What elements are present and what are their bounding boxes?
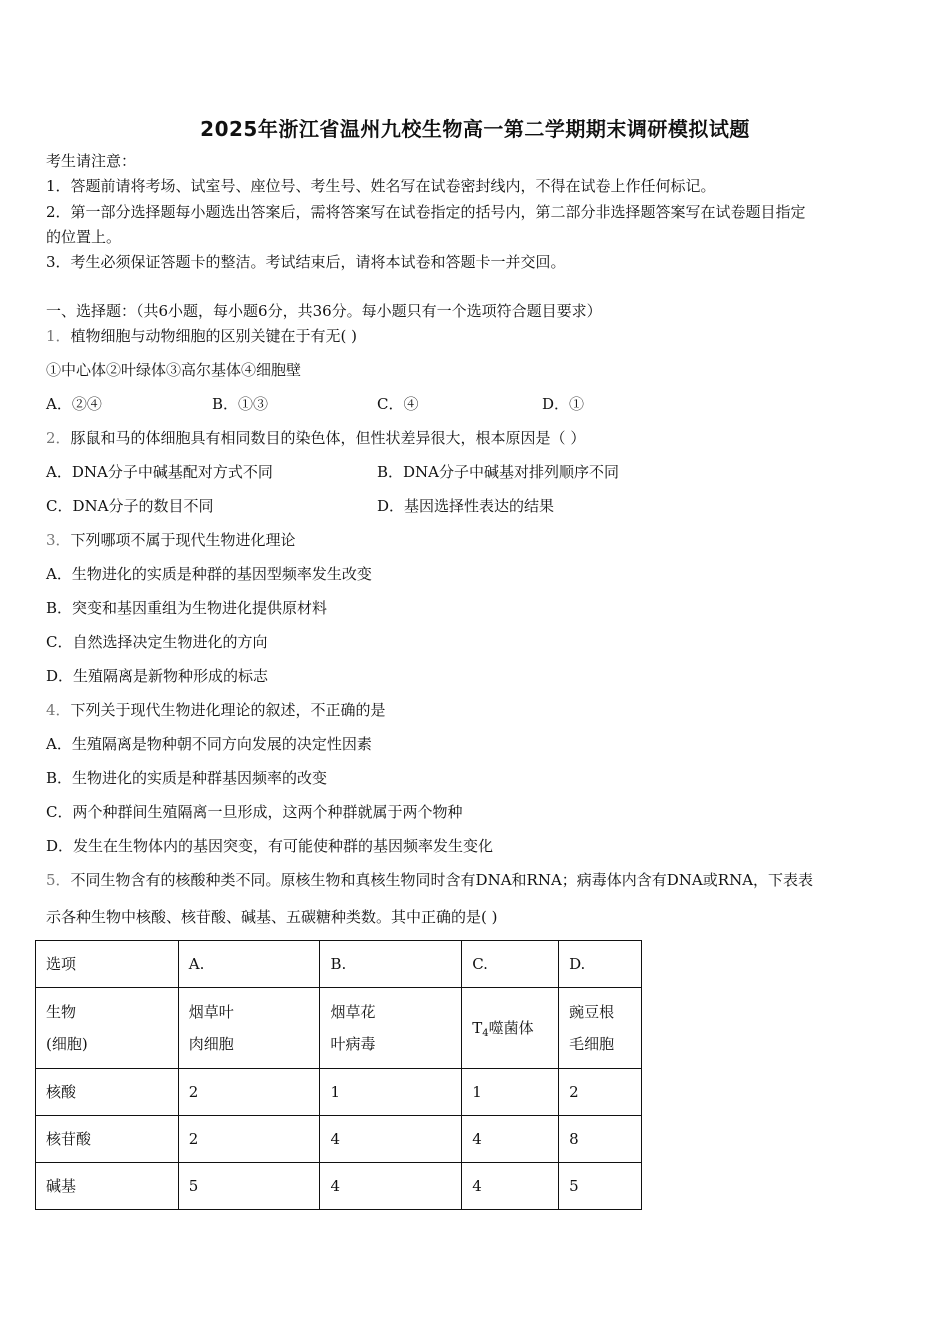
table-row (36, 1116, 642, 1163)
table-row-label: 核酸 (36, 1069, 179, 1116)
table-header-cell: 选项 (36, 941, 179, 988)
table-cell: 1 (462, 1069, 559, 1116)
cell-line: 豌豆根 (569, 1003, 615, 1021)
table-cell: 2 (559, 1069, 642, 1116)
question-1 (46, 326, 357, 346)
cell-line: 肉细胞 (188, 1035, 234, 1053)
question-1-list: ①中心体②叶绿体③高尔基体④细胞壁 (46, 361, 302, 379)
question-stem: 豚鼠和马的体细胞具有相同数目的染色体，但性状差异很大，根本原因是（ ） (70, 429, 586, 447)
notice-item: 的位置上。 (46, 228, 122, 246)
table-cell (178, 988, 320, 1069)
question-number: 3． (46, 531, 71, 549)
notice-item: 1．答题前请将考场、试室号、座位号、考生号、姓名写在试卷密封线内，不得在试卷上作任何标记。 (46, 177, 716, 195)
table-header-row (36, 941, 642, 988)
question-number: 5． (46, 871, 71, 889)
table-cell: 4 (462, 1163, 559, 1210)
cell-line: (细胞) (46, 1035, 88, 1053)
table-cell (320, 988, 462, 1069)
question-stem: 植物细胞与动物细胞的区别关键在于有无( ) (70, 327, 358, 345)
question-number: 2． (46, 429, 71, 447)
table-cell: 4 (320, 1163, 462, 1210)
option-c: C．自然选择决定生物进化的方向 (46, 633, 268, 651)
table-header-cell: D. (559, 941, 642, 988)
cell-line: 毛细胞 (569, 1035, 615, 1053)
page-title: 2025年浙江省温州九校生物高一第二学期期末调研模拟试题 (200, 117, 750, 141)
question-number: 1． (46, 327, 71, 345)
cell-line: 噬菌体 (488, 1019, 534, 1037)
table-row-label: 核苷酸 (36, 1116, 179, 1163)
question-2 (46, 428, 585, 448)
table-cell: 5 (559, 1163, 642, 1210)
table-cell: 1 (320, 1069, 462, 1116)
option-a: A．生物进化的实质是种群的基因型频率发生改变 (46, 565, 372, 583)
question-number: 4． (46, 701, 71, 719)
table-cell: 2 (178, 1116, 320, 1163)
table-cell: 4 (462, 1116, 559, 1163)
table-header-cell: A. (178, 941, 320, 988)
question-stem: 下列哪项不属于现代生物进化理论 (70, 531, 296, 549)
cell-line: T (472, 1019, 483, 1037)
cell-line: 烟草叶 (188, 1003, 234, 1021)
question-stem: 下列关于现代生物进化理论的叙述，不正确的是 (70, 701, 386, 719)
notice-heading: 考生请注意： (46, 152, 137, 170)
notice-item: 2．第一部分选择题每小题选出答案后，需将答案写在试卷指定的括号内，第二部分非选择题答案写在试卷题目指定 (46, 203, 806, 221)
subscript: 4 (482, 1028, 489, 1039)
nucleic-acid-table (35, 940, 642, 1210)
table-row-organism (36, 988, 642, 1069)
option-c: C．两个种群间生殖隔离一旦形成，这两个种群就属于两个物种 (46, 803, 463, 821)
option-d: D．发生在生物体内的基因突变，有可能使种群的基因频率发生变化 (46, 837, 494, 855)
cell-line: 生物 (46, 1003, 77, 1021)
option-d: D．基因选择性表达的结果 (377, 497, 555, 515)
table-cell: 2 (178, 1069, 320, 1116)
table-row (36, 1163, 642, 1210)
question-5 (46, 870, 813, 890)
option-b: B．DNA分子中碱基对排列顺序不同 (377, 463, 620, 481)
table-cell: 5 (178, 1163, 320, 1210)
table-cell (559, 988, 642, 1069)
option-a: A．DNA分子中碱基配对方式不同 (46, 463, 273, 481)
option-c: C．④ (377, 395, 419, 413)
option-a: A．②④ (46, 395, 102, 413)
question-5-stem-continued: 示各种生物中核酸、核苷酸、碱基、五碳糖种类数。其中正确的是( ) (46, 908, 498, 926)
table-row (36, 1069, 642, 1116)
table-header-cell: C. (462, 941, 559, 988)
table-row-label: 碱基 (36, 1163, 179, 1210)
notice-item: 3．考生必须保证答题卡的整洁。考试结束后，请将本试卷和答题卡一并交回。 (46, 253, 566, 271)
option-b: B．突变和基因重组为生物进化提供原材料 (46, 599, 328, 617)
cell-line: 烟草花 (330, 1003, 376, 1021)
option-b: B．生物进化的实质是种群基因频率的改变 (46, 769, 328, 787)
table-header-cell: B. (320, 941, 462, 988)
table-cell (462, 988, 559, 1069)
option-c: C．DNA分子的数目不同 (46, 497, 214, 515)
question-stem: 不同生物含有的核酸种类不同。原核生物和真核生物同时含有DNA和RNA；病毒体内含有DNA或RNA，下表表 (70, 871, 814, 889)
section-heading: 一、选择题：（共6小题，每小题6分，共36分。每小题只有一个选项符合题目要求） (46, 302, 602, 320)
option-d: D．① (542, 395, 585, 413)
cell-line: 叶病毒 (330, 1035, 376, 1053)
question-3 (46, 530, 296, 550)
question-4 (46, 700, 386, 720)
table-cell-organism-label (36, 988, 179, 1069)
option-d: D．生殖隔离是新物种形成的标志 (46, 667, 269, 685)
option-b: B．①③ (212, 395, 269, 413)
table-cell: 8 (559, 1116, 642, 1163)
option-a: A．生殖隔离是物种朝不同方向发展的决定性因素 (46, 735, 372, 753)
table-cell: 4 (320, 1116, 462, 1163)
